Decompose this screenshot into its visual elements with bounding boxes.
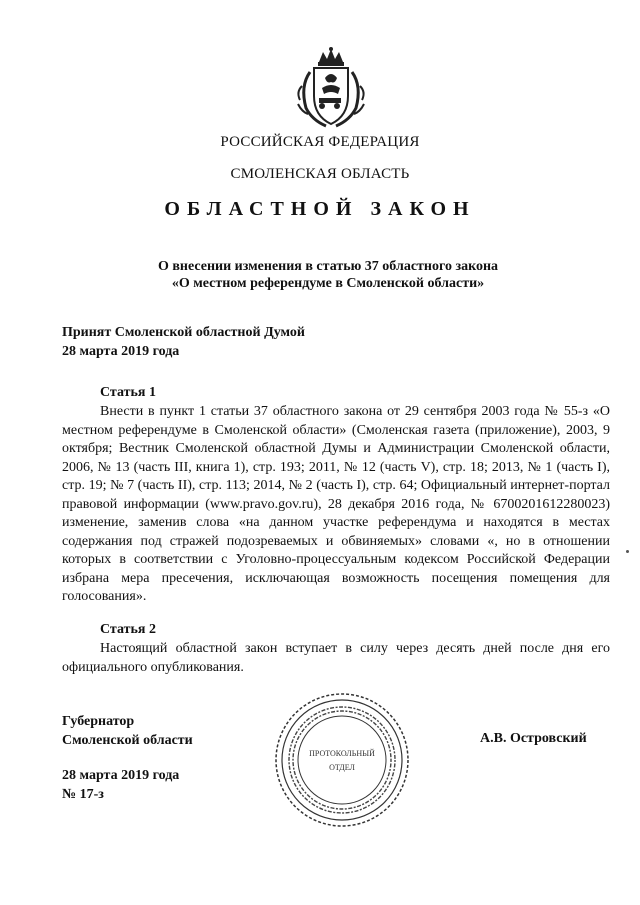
country-heading: РОССИЙСКАЯ ФЕДЕРАЦИЯ <box>220 134 420 150</box>
signatory-position-line-2: Смоленской области <box>62 733 193 748</box>
law-number: № 17-з <box>62 787 104 802</box>
region-heading: СМОЛЕНСКАЯ ОБЛАСТЬ <box>230 166 410 182</box>
stamp-center-line-1: ПРОТОКОЛЬНЫЙ <box>309 749 375 758</box>
signing-info <box>62 766 179 804</box>
signing-date: 28 марта 2019 года <box>62 768 180 783</box>
article-1-title: Статья 1 <box>100 385 156 400</box>
document-type-title: ОБЛАСТНОЙ ЗАКОН <box>164 198 476 220</box>
official-stamp <box>272 690 412 830</box>
adoption-date: 28 марта 2019 года <box>62 344 180 359</box>
article-2-title: Статья 2 <box>100 622 156 637</box>
signatory-position <box>62 712 193 750</box>
coat-of-arms-emblem <box>292 46 370 128</box>
adoption-body: Принят Смоленской областной Думой <box>62 325 305 340</box>
article-2-text: Настоящий областной закон вступает в силу через десять дней после дня его официального опубликования. <box>62 641 610 675</box>
signatory-position-line-1: Губернатор <box>62 714 135 729</box>
law-subject-line-2: «О местном референдуме в Смоленской области» <box>171 276 485 291</box>
stamp-center-line-2: ОТДЕЛ <box>329 763 355 772</box>
article-1-text: Внести в пункт 1 статьи 37 областного закона от 29 сентября 2003 года № 55-з «О местном референдуме в Смоленской области» (Смоленская газета (приложение), 2003, 9 октября; Вестник Смоленской областной Думы и Администрации Смоленской области, 2006, № 13 (часть III, книга 1), стр. 193; 2011, № 12 (часть V), стр. 18; 2013, № 1 (часть I), стр. 19; № 7 (часть II), стр. 113; 2014, № 2 (часть I), стр. 64; Официальный интернет-портал правовой информации (www.pravo.gov.ru), 28 декабря 2016 года, № 6700201612280023) изменение, заменив слова «на данном участке референдума и находятся в местах содержания под стражей подозреваемых и обвиняемых» словами «, но в отношении которых в соответствии с Уголовно-процессуальным кодексом Российской Федерации избрана мера пресечения, исключающая возможность посещения помещения для голосования». <box>62 404 610 604</box>
law-subject-line-1: О внесении изменения в статью 37 областного закона <box>157 259 499 274</box>
adoption-block <box>62 323 305 361</box>
signatory-name: А.В. Островский <box>480 731 587 746</box>
speck-mark <box>626 550 629 553</box>
